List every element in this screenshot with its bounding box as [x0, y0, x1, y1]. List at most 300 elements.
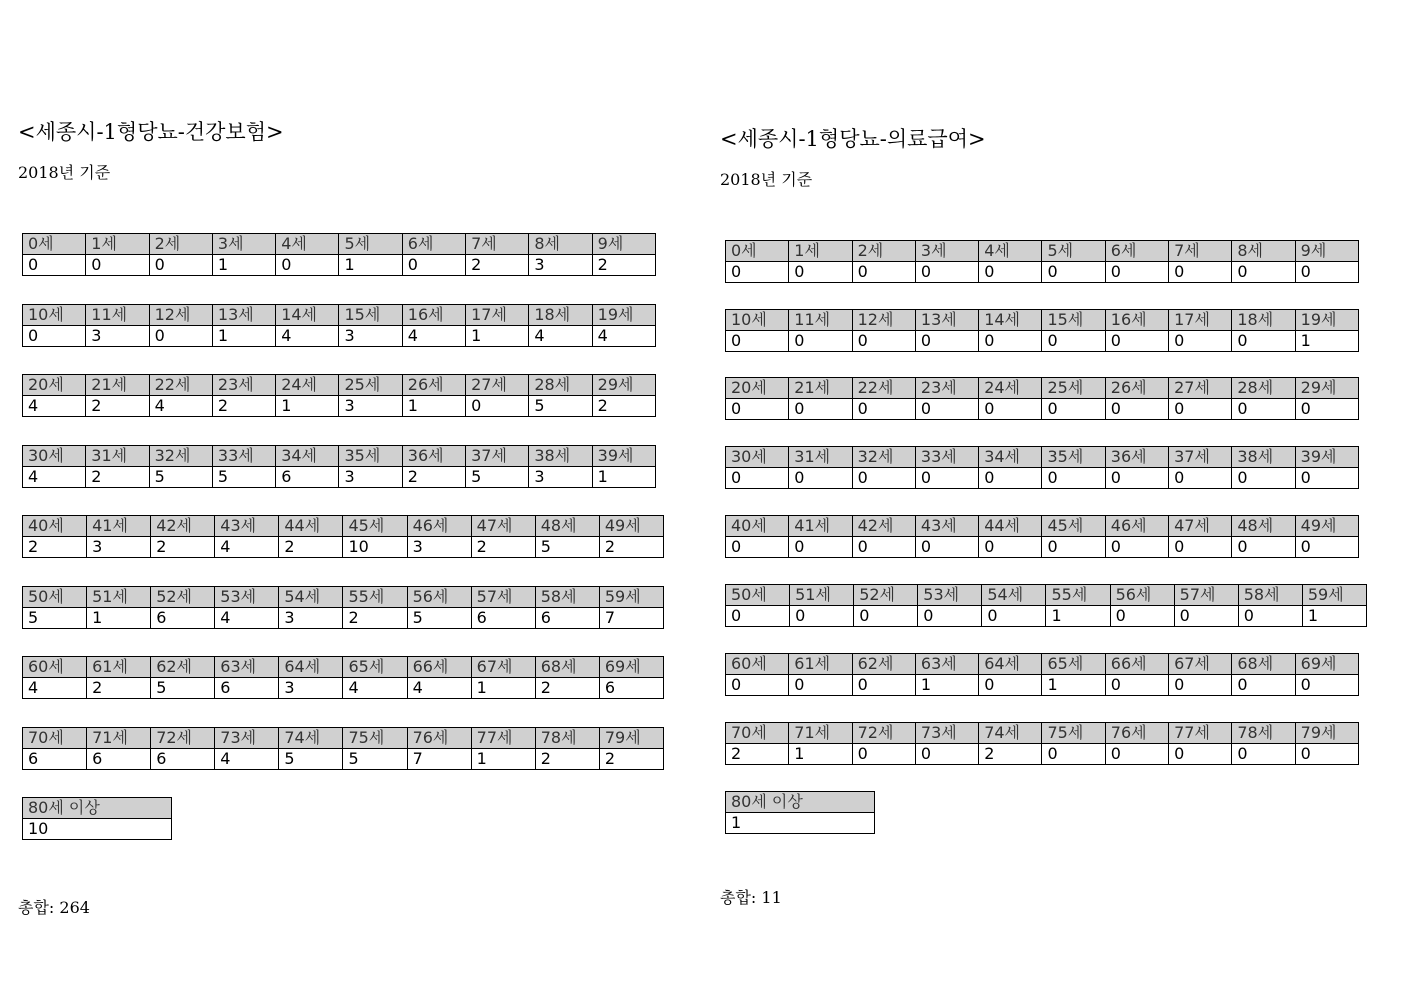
age-label-cell: 11세	[789, 310, 852, 331]
age-label-cell: 41세	[789, 516, 852, 537]
left-age-table-5	[22, 586, 664, 629]
age-label-cell: 24세	[979, 378, 1042, 399]
count-cell: 6	[471, 608, 535, 629]
age-label-cell: 66세	[407, 657, 471, 678]
count-cell: 0	[726, 606, 790, 627]
count-cell: 0	[1169, 468, 1232, 489]
count-cell: 6	[151, 749, 215, 770]
right-age-table-0	[725, 240, 1359, 283]
count-cell: 0	[1105, 262, 1168, 283]
count-cell: 0	[1042, 744, 1105, 765]
count-cell: 0	[1042, 331, 1105, 352]
count-cell: 0	[979, 399, 1042, 420]
count-cell: 0	[1042, 537, 1105, 558]
count-cell: 0	[852, 331, 915, 352]
age-label-cell: 59세	[1302, 585, 1366, 606]
right-age-table-2	[725, 377, 1359, 420]
count-cell: 5	[535, 537, 599, 558]
count-cell: 2	[471, 537, 535, 558]
count-cell: 5	[23, 608, 87, 629]
age-label-cell: 43세	[215, 516, 279, 537]
count-cell: 4	[592, 326, 655, 347]
age-label-cell: 64세	[979, 654, 1042, 675]
count-cell: 1	[592, 467, 655, 488]
age-label-cell: 2세	[149, 234, 212, 255]
age-label-cell: 65세	[343, 657, 407, 678]
age-label-cell: 9세	[592, 234, 655, 255]
count-cell: 0	[789, 675, 852, 696]
left-age-table-6	[22, 656, 664, 699]
age-label-cell: 75세	[1042, 723, 1105, 744]
right-age-table-4	[725, 515, 1359, 558]
count-cell: 2	[592, 396, 655, 417]
left-age-table-0	[22, 233, 656, 276]
age-label-cell: 49세	[1295, 516, 1358, 537]
age-label-cell: 73세	[215, 728, 279, 749]
count-cell: 6	[87, 749, 151, 770]
right-over80-table	[725, 791, 875, 834]
count-cell: 0	[466, 396, 529, 417]
count-cell: 10	[23, 819, 172, 840]
count-cell: 3	[339, 467, 402, 488]
age-label-cell: 19세	[1295, 310, 1358, 331]
age-label-cell: 7세	[466, 234, 529, 255]
age-label-cell: 48세	[535, 516, 599, 537]
age-label-cell: 41세	[87, 516, 151, 537]
count-cell: 0	[1295, 468, 1358, 489]
age-label-cell: 34세	[276, 446, 339, 467]
age-label-cell: 40세	[23, 516, 87, 537]
age-label-cell: 74세	[979, 723, 1042, 744]
age-label-cell: 76세	[407, 728, 471, 749]
age-label-cell: 22세	[149, 375, 212, 396]
age-label-cell: 45세	[1042, 516, 1105, 537]
count-cell: 0	[852, 399, 915, 420]
age-label-cell: 30세	[23, 446, 86, 467]
age-label-cell: 54세	[279, 587, 343, 608]
age-label-cell: 49세	[599, 516, 663, 537]
age-label-cell: 16세	[402, 305, 465, 326]
count-cell: 0	[1105, 468, 1168, 489]
count-cell: 0	[852, 262, 915, 283]
age-label-cell: 46세	[1105, 516, 1168, 537]
age-label-cell: 70세	[23, 728, 87, 749]
count-cell: 3	[529, 467, 592, 488]
age-label-cell: 59세	[599, 587, 663, 608]
age-label-cell: 79세	[1295, 723, 1358, 744]
age-label-cell: 32세	[852, 447, 915, 468]
age-label-cell: 17세	[1169, 310, 1232, 331]
age-label-cell: 62세	[852, 654, 915, 675]
count-cell: 4	[343, 678, 407, 699]
age-label-cell: 62세	[151, 657, 215, 678]
count-cell: 7	[599, 608, 663, 629]
age-label-cell: 37세	[466, 446, 529, 467]
count-cell: 2	[466, 255, 529, 276]
age-label-cell: 58세	[1238, 585, 1302, 606]
count-cell: 0	[1169, 331, 1232, 352]
age-label-cell: 51세	[87, 587, 151, 608]
age-label-cell: 22세	[852, 378, 915, 399]
age-label-cell: 11세	[86, 305, 149, 326]
age-label-cell: 3세	[212, 234, 275, 255]
count-cell: 0	[726, 537, 789, 558]
count-cell: 0	[726, 331, 789, 352]
age-label-cell: 42세	[852, 516, 915, 537]
count-cell: 4	[23, 467, 86, 488]
age-label-cell: 13세	[212, 305, 275, 326]
count-cell: 0	[726, 262, 789, 283]
count-cell: 0	[402, 255, 465, 276]
count-cell: 0	[1295, 537, 1358, 558]
right-total: 총합: 11	[720, 888, 782, 907]
left-age-table-4	[22, 515, 664, 558]
count-cell: 0	[915, 399, 978, 420]
age-label-cell: 80세 이상	[23, 798, 172, 819]
age-label-cell: 27세	[1169, 378, 1232, 399]
count-cell: 1	[402, 396, 465, 417]
count-cell: 10	[343, 537, 407, 558]
age-label-cell: 47세	[471, 516, 535, 537]
age-label-cell: 15세	[1042, 310, 1105, 331]
count-cell: 0	[979, 468, 1042, 489]
age-label-cell: 32세	[149, 446, 212, 467]
age-label-cell: 4세	[276, 234, 339, 255]
count-cell: 5	[343, 749, 407, 770]
age-label-cell: 31세	[789, 447, 852, 468]
right-age-table-6	[725, 653, 1359, 696]
count-cell: 0	[1169, 744, 1232, 765]
count-cell: 0	[982, 606, 1046, 627]
count-cell: 5	[529, 396, 592, 417]
age-label-cell: 77세	[471, 728, 535, 749]
count-cell: 0	[854, 606, 918, 627]
age-label-cell: 19세	[592, 305, 655, 326]
age-label-cell: 36세	[402, 446, 465, 467]
age-label-cell: 29세	[592, 375, 655, 396]
count-cell: 0	[1295, 399, 1358, 420]
age-label-cell: 43세	[915, 516, 978, 537]
age-label-cell: 64세	[279, 657, 343, 678]
count-cell: 0	[852, 744, 915, 765]
age-label-cell: 35세	[339, 446, 402, 467]
age-label-cell: 15세	[339, 305, 402, 326]
age-label-cell: 70세	[726, 723, 789, 744]
count-cell: 6	[215, 678, 279, 699]
count-cell: 1	[471, 678, 535, 699]
count-cell: 2	[86, 467, 149, 488]
count-cell: 2	[343, 608, 407, 629]
count-cell: 2	[599, 749, 663, 770]
age-label-cell: 20세	[23, 375, 86, 396]
count-cell: 0	[789, 537, 852, 558]
age-label-cell: 77세	[1169, 723, 1232, 744]
age-label-cell: 50세	[726, 585, 790, 606]
age-label-cell: 21세	[789, 378, 852, 399]
age-label-cell: 8세	[529, 234, 592, 255]
count-cell: 5	[151, 678, 215, 699]
age-label-cell: 74세	[279, 728, 343, 749]
age-label-cell: 9세	[1295, 241, 1358, 262]
count-cell: 0	[852, 537, 915, 558]
left-title: <세종시-1형당뇨-건강보험>	[18, 120, 284, 144]
count-cell: 0	[1232, 468, 1295, 489]
count-cell: 2	[535, 749, 599, 770]
right-age-table-3	[725, 446, 1359, 489]
age-label-cell: 20세	[726, 378, 789, 399]
count-cell: 0	[1232, 399, 1295, 420]
count-cell: 0	[1110, 606, 1174, 627]
count-cell: 0	[979, 675, 1042, 696]
age-label-cell: 12세	[149, 305, 212, 326]
count-cell: 1	[212, 326, 275, 347]
count-cell: 1	[339, 255, 402, 276]
count-cell: 1	[1302, 606, 1366, 627]
age-label-cell: 61세	[789, 654, 852, 675]
count-cell: 0	[1232, 537, 1295, 558]
left-age-table-2	[22, 374, 656, 417]
right-age-table-5	[725, 584, 1367, 627]
count-cell: 2	[592, 255, 655, 276]
count-cell: 0	[1169, 537, 1232, 558]
age-label-cell: 78세	[1232, 723, 1295, 744]
count-cell: 4	[276, 326, 339, 347]
age-label-cell: 46세	[407, 516, 471, 537]
count-cell: 0	[915, 744, 978, 765]
right-title: <세종시-1형당뇨-의료급여>	[720, 127, 986, 151]
count-cell: 2	[212, 396, 275, 417]
count-cell: 0	[1105, 675, 1168, 696]
age-label-cell: 53세	[918, 585, 982, 606]
count-cell: 0	[726, 399, 789, 420]
count-cell: 0	[86, 255, 149, 276]
age-label-cell: 14세	[979, 310, 1042, 331]
count-cell: 5	[212, 467, 275, 488]
age-label-cell: 42세	[151, 516, 215, 537]
count-cell: 6	[276, 467, 339, 488]
count-cell: 6	[535, 608, 599, 629]
count-cell: 1	[466, 326, 529, 347]
age-label-cell: 56세	[1110, 585, 1174, 606]
count-cell: 5	[407, 608, 471, 629]
age-label-cell: 39세	[1295, 447, 1358, 468]
count-cell: 1	[789, 744, 852, 765]
age-label-cell: 44세	[979, 516, 1042, 537]
age-label-cell: 1세	[789, 241, 852, 262]
age-label-cell: 63세	[915, 654, 978, 675]
age-label-cell: 67세	[471, 657, 535, 678]
age-label-cell: 52세	[151, 587, 215, 608]
count-cell: 0	[1232, 744, 1295, 765]
count-cell: 6	[23, 749, 87, 770]
age-label-cell: 25세	[1042, 378, 1105, 399]
count-cell: 0	[1105, 331, 1168, 352]
count-cell: 0	[23, 255, 86, 276]
count-cell: 0	[915, 537, 978, 558]
age-label-cell: 39세	[592, 446, 655, 467]
age-label-cell: 7세	[1169, 241, 1232, 262]
age-label-cell: 75세	[343, 728, 407, 749]
age-label-cell: 55세	[343, 587, 407, 608]
count-cell: 0	[979, 537, 1042, 558]
count-cell: 1	[1046, 606, 1110, 627]
count-cell: 0	[1169, 675, 1232, 696]
count-cell: 2	[279, 537, 343, 558]
age-label-cell: 61세	[87, 657, 151, 678]
count-cell: 3	[339, 326, 402, 347]
count-cell: 0	[979, 331, 1042, 352]
age-label-cell: 6세	[402, 234, 465, 255]
age-label-cell: 67세	[1169, 654, 1232, 675]
count-cell: 0	[149, 255, 212, 276]
age-label-cell: 50세	[23, 587, 87, 608]
age-label-cell: 2세	[852, 241, 915, 262]
age-label-cell: 54세	[982, 585, 1046, 606]
count-cell: 4	[407, 678, 471, 699]
count-cell: 1	[212, 255, 275, 276]
count-cell: 0	[1042, 399, 1105, 420]
count-cell: 3	[407, 537, 471, 558]
count-cell: 0	[852, 675, 915, 696]
count-cell: 0	[1169, 262, 1232, 283]
age-label-cell: 31세	[86, 446, 149, 467]
right-age-table-7	[725, 722, 1359, 765]
count-cell: 3	[339, 396, 402, 417]
count-cell: 2	[23, 537, 87, 558]
age-label-cell: 45세	[343, 516, 407, 537]
count-cell: 4	[23, 678, 87, 699]
count-cell: 2	[87, 678, 151, 699]
age-label-cell: 80세 이상	[726, 792, 875, 813]
count-cell: 7	[407, 749, 471, 770]
count-cell: 0	[1105, 744, 1168, 765]
count-cell: 0	[979, 262, 1042, 283]
age-label-cell: 78세	[535, 728, 599, 749]
age-label-cell: 6세	[1105, 241, 1168, 262]
left-age-table-7	[22, 727, 664, 770]
age-label-cell: 60세	[726, 654, 789, 675]
age-label-cell: 12세	[852, 310, 915, 331]
age-label-cell: 53세	[215, 587, 279, 608]
age-label-cell: 21세	[86, 375, 149, 396]
count-cell: 0	[1174, 606, 1238, 627]
left-subtitle: 2018년 기준	[18, 163, 111, 182]
count-cell: 4	[402, 326, 465, 347]
age-label-cell: 28세	[529, 375, 592, 396]
age-label-cell: 60세	[23, 657, 87, 678]
count-cell: 3	[87, 537, 151, 558]
count-cell: 0	[726, 675, 789, 696]
age-label-cell: 69세	[599, 657, 663, 678]
right-subtitle: 2018년 기준	[720, 170, 813, 189]
count-cell: 2	[402, 467, 465, 488]
age-label-cell: 23세	[212, 375, 275, 396]
age-label-cell: 38세	[529, 446, 592, 467]
age-label-cell: 33세	[212, 446, 275, 467]
age-label-cell: 27세	[466, 375, 529, 396]
count-cell: 0	[1105, 399, 1168, 420]
age-label-cell: 13세	[915, 310, 978, 331]
count-cell: 0	[1232, 675, 1295, 696]
count-cell: 5	[279, 749, 343, 770]
count-cell: 2	[599, 537, 663, 558]
left-age-table-1	[22, 304, 656, 347]
count-cell: 1	[915, 675, 978, 696]
age-label-cell: 36세	[1105, 447, 1168, 468]
count-cell: 0	[276, 255, 339, 276]
age-label-cell: 35세	[1042, 447, 1105, 468]
count-cell: 6	[151, 608, 215, 629]
age-label-cell: 26세	[402, 375, 465, 396]
age-label-cell: 63세	[215, 657, 279, 678]
count-cell: 0	[915, 331, 978, 352]
age-label-cell: 56세	[407, 587, 471, 608]
count-cell: 0	[915, 468, 978, 489]
age-label-cell: 14세	[276, 305, 339, 326]
count-cell: 0	[789, 468, 852, 489]
count-cell: 3	[279, 678, 343, 699]
count-cell: 5	[466, 467, 529, 488]
left-over80-table	[22, 797, 172, 840]
count-cell: 4	[23, 396, 86, 417]
age-label-cell: 79세	[599, 728, 663, 749]
age-label-cell: 34세	[979, 447, 1042, 468]
age-label-cell: 0세	[726, 241, 789, 262]
count-cell: 0	[1295, 262, 1358, 283]
age-label-cell: 26세	[1105, 378, 1168, 399]
count-cell: 0	[23, 326, 86, 347]
age-label-cell: 38세	[1232, 447, 1295, 468]
count-cell: 1	[87, 608, 151, 629]
age-label-cell: 58세	[535, 587, 599, 608]
age-label-cell: 68세	[535, 657, 599, 678]
age-label-cell: 66세	[1105, 654, 1168, 675]
age-label-cell: 30세	[726, 447, 789, 468]
age-label-cell: 18세	[1232, 310, 1295, 331]
age-label-cell: 17세	[466, 305, 529, 326]
age-label-cell: 76세	[1105, 723, 1168, 744]
count-cell: 0	[789, 331, 852, 352]
count-cell: 0	[1105, 537, 1168, 558]
count-cell: 1	[1042, 675, 1105, 696]
age-label-cell: 55세	[1046, 585, 1110, 606]
count-cell: 1	[1295, 331, 1358, 352]
age-label-cell: 71세	[87, 728, 151, 749]
count-cell: 0	[1169, 399, 1232, 420]
age-label-cell: 68세	[1232, 654, 1295, 675]
count-cell: 1	[276, 396, 339, 417]
age-label-cell: 72세	[151, 728, 215, 749]
age-label-cell: 23세	[915, 378, 978, 399]
age-label-cell: 57세	[471, 587, 535, 608]
age-label-cell: 10세	[23, 305, 86, 326]
age-label-cell: 48세	[1232, 516, 1295, 537]
count-cell: 4	[149, 396, 212, 417]
count-cell: 0	[726, 468, 789, 489]
count-cell: 5	[149, 467, 212, 488]
age-label-cell: 44세	[279, 516, 343, 537]
age-label-cell: 10세	[726, 310, 789, 331]
age-label-cell: 1세	[86, 234, 149, 255]
age-label-cell: 3세	[915, 241, 978, 262]
age-label-cell: 47세	[1169, 516, 1232, 537]
age-label-cell: 65세	[1042, 654, 1105, 675]
age-label-cell: 57세	[1174, 585, 1238, 606]
age-label-cell: 16세	[1105, 310, 1168, 331]
age-label-cell: 33세	[915, 447, 978, 468]
count-cell: 0	[790, 606, 854, 627]
count-cell: 0	[1042, 262, 1105, 283]
